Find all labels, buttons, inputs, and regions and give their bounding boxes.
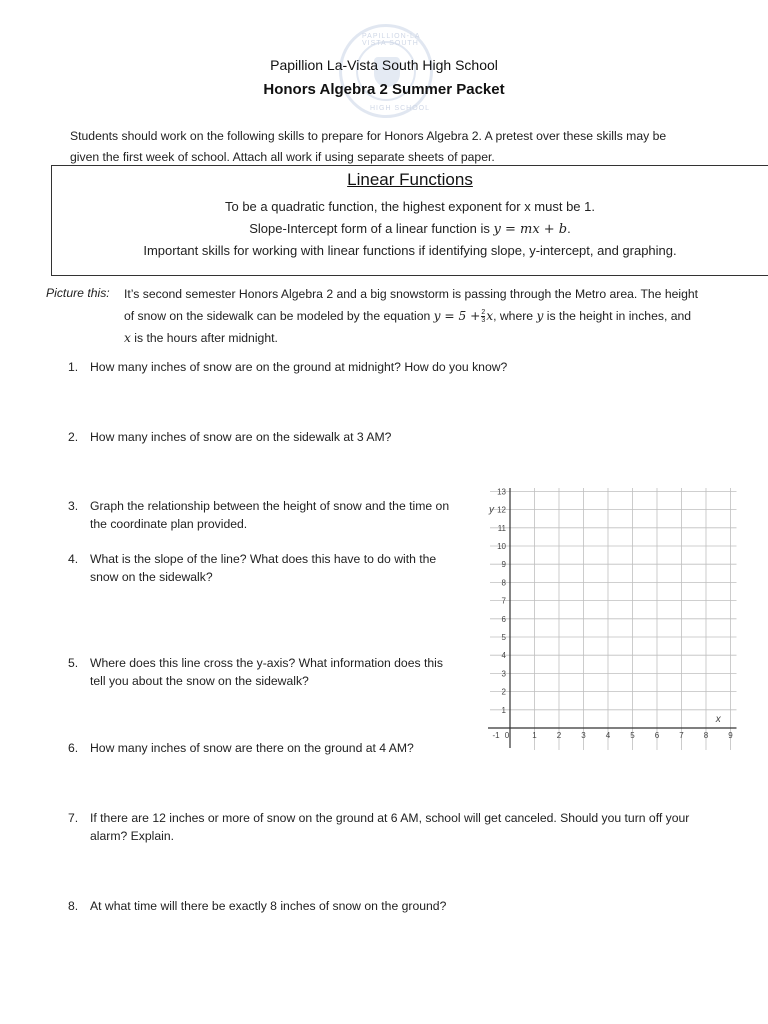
- x-tick-label: 3: [581, 731, 586, 740]
- scenario-line-2: [124, 305, 724, 327]
- question-5-text: [90, 654, 443, 690]
- scenario-line-3: [124, 327, 724, 349]
- y-tick-label: 8: [501, 578, 506, 588]
- fraction-numerator: 2: [481, 309, 486, 317]
- box-line-2-prefix: Slope-Intercept form of a linear function is: [249, 221, 494, 236]
- question-7-text: [90, 809, 689, 845]
- seal-text-bottom: HIGH SCHOOL: [370, 105, 431, 112]
- x-tick-label: 2: [556, 731, 562, 740]
- y-tick-label: 7: [501, 596, 506, 606]
- intro-paragraph: [70, 126, 720, 168]
- scenario-line-2-a: of snow on the sidewalk can be modeled by the equation: [124, 309, 434, 323]
- fraction-denominator: 3: [481, 317, 486, 325]
- coordinate-plane[interactable]: [482, 488, 742, 750]
- y-tick-label: 2: [501, 687, 506, 697]
- snow-equation-x: x: [486, 309, 494, 323]
- question-6-number: 6.: [68, 741, 79, 755]
- box-line-2: [52, 221, 768, 237]
- y-tick-label: 9: [501, 560, 506, 570]
- box-line-1: To be a quadratic function, the highest exponent for x must be 1.: [224, 199, 595, 214]
- y-tick-label: 1: [501, 705, 506, 715]
- question-1-text: How many inches of snow are on the ground at midnight? How do you know?: [90, 360, 508, 374]
- variable-y: y: [536, 309, 544, 323]
- box-line-3: Important skills for working with linear functions if identifying slope, y-intercept, and graphing.: [143, 243, 677, 258]
- school-name: Papillion La-Vista South High School: [270, 57, 498, 73]
- question-8: [68, 897, 708, 917]
- question-4-line-2: snow on the sidewalk?: [90, 570, 213, 584]
- scenario-line-2-b: , where: [493, 309, 537, 323]
- y-tick-label: 6: [501, 614, 506, 624]
- question-5-line-2: tell you about the snow on the sidewalk?: [90, 674, 309, 688]
- question-2: [68, 428, 708, 448]
- question-7: [68, 809, 748, 847]
- scenario-text: [124, 283, 724, 349]
- packet-title: Honors Algebra 2 Summer Packet: [263, 81, 505, 98]
- question-7-line-2: alarm? Explain.: [90, 829, 174, 843]
- box-line-2-suffix: .: [567, 221, 571, 236]
- question-1-number: 1.: [68, 360, 79, 374]
- y-tick-label: 12: [497, 505, 506, 515]
- question-5-number: 5.: [68, 656, 79, 670]
- question-3-text: [90, 497, 449, 533]
- scenario-line-3-text: is the hours after midnight.: [130, 331, 278, 345]
- seal-text-top: PAPILLION-LA VISTA SOUTH: [362, 33, 421, 47]
- y-tick-label: 5: [501, 633, 506, 642]
- slope-intercept-equation: y = mx + b: [493, 222, 568, 237]
- question-4-text: [90, 550, 436, 586]
- question-6: [68, 739, 478, 759]
- intro-line-1: Students should work on the following skills to prepare for Honors Algebra 2. A pretest over these skills may be: [70, 129, 667, 143]
- question-4-number: 4.: [68, 552, 79, 566]
- variable-x: x: [124, 331, 131, 345]
- x-tick-label: 9: [728, 731, 733, 740]
- x-tick-label: 6: [654, 731, 660, 740]
- intro-line-2: given the first week of school. Attach all work if using separate sheets of paper.: [70, 150, 495, 164]
- y-tick-label: 3: [501, 669, 506, 679]
- question-5: [68, 654, 478, 692]
- question-7-line-1: If there are 12 inches or more of snow on the ground at 6 AM, school will get canceled. Should you turn off your: [90, 811, 690, 825]
- question-8-number: 8.: [68, 899, 79, 913]
- question-2-number: 2.: [68, 430, 79, 444]
- linear-functions-box: [51, 165, 768, 276]
- question-2-text: How many inches of snow are on the sidewalk at 3 AM?: [90, 430, 392, 444]
- y-tick-label: 13: [497, 488, 506, 497]
- question-6-text: How many inches of snow are there on the ground at 4 AM?: [90, 741, 414, 755]
- question-1: [68, 358, 708, 378]
- x-tick-label: 7: [679, 731, 684, 740]
- scenario-line-2-c: is the height in inches, and: [543, 309, 692, 323]
- question-3-line-1: Graph the relationship between the height of snow and the time on: [90, 499, 450, 513]
- fraction-two-thirds: [481, 309, 485, 324]
- x-tick-label: -1: [492, 731, 500, 740]
- question-4: [68, 550, 478, 588]
- x-tick-label: 8: [703, 731, 709, 740]
- question-3-number: 3.: [68, 499, 79, 513]
- question-4-line-1: What is the slope of the line? What does this have to do with the: [90, 552, 437, 566]
- y-tick-label: 4: [501, 651, 506, 661]
- y-axis-label: y: [489, 504, 494, 516]
- x-tick-label: 4: [605, 731, 611, 740]
- x-axis-label: x: [715, 714, 721, 725]
- picture-this-label: Picture this:: [46, 286, 110, 300]
- y-tick-label: 10: [497, 542, 506, 551]
- scenario-line-1: It’s second semester Honors Algebra 2 and a big snowstorm is passing through the Metro area. The height: [124, 287, 699, 301]
- question-3-line-2: the coordinate plan provided.: [90, 517, 248, 531]
- question-3: [68, 497, 478, 535]
- snow-equation-start: y = 5 +: [433, 309, 481, 323]
- x-tick-label: 5: [630, 731, 635, 740]
- box-title: Linear Functions: [347, 170, 473, 189]
- question-8-text: At what time will there be exactly 8 inches of snow on the ground?: [90, 899, 447, 913]
- question-5-line-1: Where does this line cross the y-axis? What information does this: [90, 656, 443, 670]
- origin-label: 0: [504, 731, 510, 740]
- question-7-number: 7.: [68, 811, 79, 825]
- x-tick-label: 1: [532, 731, 537, 740]
- y-tick-label: 11: [497, 523, 506, 533]
